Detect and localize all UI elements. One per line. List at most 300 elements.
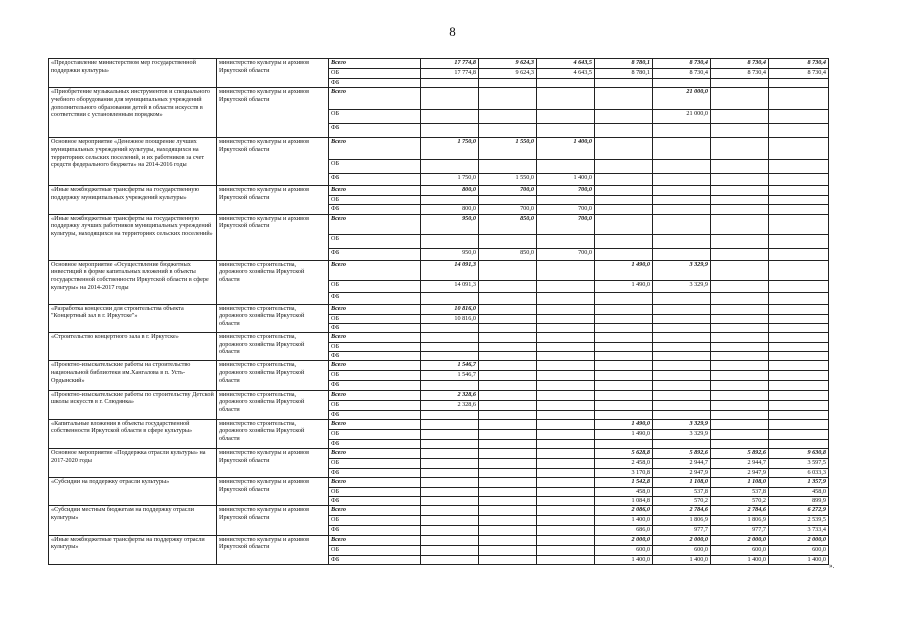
amount-cell: 8 730,4 [653, 59, 711, 69]
table-row [49, 186, 829, 196]
funding-source-cell: Всего [329, 506, 421, 516]
amount-cell: 1 108,0 [653, 478, 711, 488]
amount-cell [537, 280, 595, 292]
amount-cell [537, 323, 595, 332]
amount-cell: 686,0 [595, 526, 653, 535]
amount-cell [653, 371, 711, 381]
amount-cell: 977,7 [711, 526, 769, 535]
amount-cell [711, 248, 769, 260]
executor-cell: министерство строительства, дорожного хозяйства Иркутской области [217, 419, 329, 448]
amount-cell [479, 88, 537, 110]
table-row [49, 390, 829, 400]
funding-source-cell: Всего [329, 478, 421, 488]
amount-cell [537, 332, 595, 342]
amount-cell: 8 730,4 [769, 69, 829, 79]
amount-cell [769, 323, 829, 332]
amount-cell [421, 545, 479, 555]
amount-cell [653, 248, 711, 260]
funding-source-cell: ОБ [329, 371, 421, 381]
amount-cell: 9 624,3 [479, 59, 537, 69]
amount-cell [537, 88, 595, 110]
amount-cell [653, 205, 711, 214]
amount-cell [537, 488, 595, 497]
amount-cell [421, 88, 479, 110]
amount-cell: 1 400,0 [653, 555, 711, 564]
amount-cell [769, 419, 829, 429]
amount-cell: 2 458,0 [595, 458, 653, 468]
amount-cell [479, 410, 537, 419]
amount-cell [479, 419, 537, 429]
amount-cell [537, 506, 595, 516]
amount-cell [711, 439, 769, 448]
table-row [49, 478, 829, 488]
amount-cell [537, 468, 595, 477]
amount-cell [537, 439, 595, 448]
amount-cell [653, 174, 711, 186]
amount-cell [421, 419, 479, 429]
amount-cell [537, 516, 595, 526]
amount-cell: 1 546,7 [421, 361, 479, 371]
funding-source-cell: ФБ [329, 410, 421, 419]
amount-cell [769, 260, 829, 280]
executor-cell: министерство культуры и архивов Иркутской области [217, 535, 329, 564]
table-row [49, 506, 829, 516]
amount-cell [421, 488, 479, 497]
amount-cell [537, 260, 595, 280]
amount-cell: 8 730,4 [653, 69, 711, 79]
amount-cell: 2 328,6 [421, 400, 479, 410]
funding-source-cell: Всего [329, 361, 421, 371]
funding-source-cell: ОБ [329, 516, 421, 526]
amount-cell [595, 138, 653, 160]
amount-cell [479, 516, 537, 526]
amount-cell: 899,9 [769, 497, 829, 506]
amount-cell [421, 497, 479, 506]
amount-cell [769, 186, 829, 196]
amount-cell [653, 410, 711, 419]
amount-cell: 1 806,9 [653, 516, 711, 526]
amount-cell [711, 124, 769, 138]
amount-cell [653, 361, 711, 371]
amount-cell: 3 329,9 [653, 260, 711, 280]
amount-cell [537, 79, 595, 88]
closing-quote-mark: ». [829, 562, 835, 570]
amount-cell [595, 174, 653, 186]
amount-cell [769, 248, 829, 260]
amount-cell [711, 160, 769, 174]
funding-source-cell: ОБ [329, 342, 421, 351]
amount-cell: 4 643,5 [537, 69, 595, 79]
amount-cell [653, 234, 711, 248]
amount-cell: 8 730,4 [769, 59, 829, 69]
funding-source-cell: ФБ [329, 292, 421, 304]
amount-cell [479, 196, 537, 205]
amount-cell [479, 260, 537, 280]
funding-source-cell: ОБ [329, 545, 421, 555]
amount-cell [653, 124, 711, 138]
amount-cell [595, 314, 653, 323]
amount-cell [711, 332, 769, 342]
executor-cell: министерство культуры и архивов Иркутской области [217, 186, 329, 214]
amount-cell [769, 110, 829, 124]
table-row [49, 214, 829, 234]
amount-cell [421, 410, 479, 419]
amount-cell [421, 124, 479, 138]
amount-cell: 2 947,9 [653, 468, 711, 477]
table-row [49, 535, 829, 545]
amount-cell [653, 342, 711, 351]
amount-cell: 8 780,1 [595, 59, 653, 69]
amount-cell: 570,2 [653, 497, 711, 506]
amount-cell [595, 205, 653, 214]
amount-cell [479, 304, 537, 314]
funding-source-cell: ФБ [329, 497, 421, 506]
funding-source-cell: Всего [329, 214, 421, 234]
amount-cell: 10 816,0 [421, 304, 479, 314]
amount-cell: 1 490,0 [595, 280, 653, 292]
amount-cell [769, 314, 829, 323]
amount-cell [479, 506, 537, 516]
amount-cell [479, 448, 537, 458]
amount-cell [479, 110, 537, 124]
amount-cell [479, 332, 537, 342]
amount-cell: 3 329,9 [653, 429, 711, 439]
amount-cell [769, 332, 829, 342]
amount-cell [653, 196, 711, 205]
amount-cell: 3 733,4 [769, 526, 829, 535]
funding-source-cell: ОБ [329, 110, 421, 124]
funding-source-cell: ФБ [329, 555, 421, 564]
event-name-cell: «Субсидии местным бюджетам на поддержку отрасли культуры» [49, 506, 217, 535]
amount-cell [595, 79, 653, 88]
amount-cell: 800,0 [421, 186, 479, 196]
amount-cell [769, 381, 829, 390]
funding-source-cell: Всего [329, 390, 421, 400]
amount-cell [711, 342, 769, 351]
amount-cell: 2 947,9 [711, 468, 769, 477]
amount-cell [711, 79, 769, 88]
amount-cell [537, 400, 595, 410]
amount-cell [479, 280, 537, 292]
amount-cell: 600,0 [595, 545, 653, 555]
amount-cell: 9 624,3 [479, 69, 537, 79]
amount-cell: 1 750,0 [421, 174, 479, 186]
amount-cell: 10 816,0 [421, 314, 479, 323]
funding-source-cell: Всего [329, 304, 421, 314]
amount-cell [711, 260, 769, 280]
amount-cell: 1 400,0 [595, 516, 653, 526]
amount-cell [537, 381, 595, 390]
funding-source-cell: ФБ [329, 468, 421, 477]
funding-source-cell: ФБ [329, 439, 421, 448]
amount-cell: 800,0 [421, 205, 479, 214]
amount-cell: 1 400,0 [769, 555, 829, 564]
amount-cell [653, 332, 711, 342]
amount-cell [537, 352, 595, 361]
amount-cell: 850,0 [479, 214, 537, 234]
amount-cell [421, 468, 479, 477]
amount-cell [421, 160, 479, 174]
amount-cell [479, 314, 537, 323]
amount-cell: 17 774,8 [421, 59, 479, 69]
amount-cell [421, 439, 479, 448]
amount-cell [421, 292, 479, 304]
amount-cell [711, 323, 769, 332]
amount-cell [537, 429, 595, 439]
amount-cell: 570,2 [711, 497, 769, 506]
amount-cell [595, 390, 653, 400]
amount-cell [653, 352, 711, 361]
amount-cell [479, 323, 537, 332]
amount-cell [653, 292, 711, 304]
amount-cell [421, 332, 479, 342]
executor-cell: министерство культуры и архивов Иркутской области [217, 214, 329, 260]
amount-cell [653, 79, 711, 88]
amount-cell [537, 292, 595, 304]
amount-cell [479, 342, 537, 351]
amount-cell: 9 630,8 [769, 448, 829, 458]
funding-source-cell: ОБ [329, 488, 421, 497]
executor-cell: министерство строительства, дорожного хозяйства Иркутской области [217, 390, 329, 419]
amount-cell [595, 214, 653, 234]
table-row [49, 361, 829, 371]
amount-cell [537, 124, 595, 138]
amount-cell [537, 196, 595, 205]
amount-cell [537, 478, 595, 488]
amount-cell [537, 342, 595, 351]
amount-cell [769, 124, 829, 138]
amount-cell [769, 196, 829, 205]
executor-cell: министерство строительства, дорожного хозяйства Иркутской области [217, 260, 329, 304]
amount-cell [537, 448, 595, 458]
amount-cell: 1 546,7 [421, 371, 479, 381]
funding-source-cell: ОБ [329, 234, 421, 248]
amount-cell [711, 214, 769, 234]
funding-source-cell: ОБ [329, 160, 421, 174]
amount-cell [537, 304, 595, 314]
amount-cell: 1 490,0 [595, 260, 653, 280]
funding-source-cell: ФБ [329, 205, 421, 214]
amount-cell [421, 516, 479, 526]
funding-source-cell: Всего [329, 186, 421, 196]
event-name-cell: «Капитальные вложения в объекты государственной собственности Иркутской области в сфере культуры» [49, 419, 217, 448]
executor-cell: министерство культуры и архивов Иркутской области [217, 138, 329, 186]
amount-cell: 1 357,9 [769, 478, 829, 488]
amount-cell [421, 234, 479, 248]
amount-cell [421, 429, 479, 439]
amount-cell [421, 478, 479, 488]
amount-cell [653, 214, 711, 234]
amount-cell [537, 371, 595, 381]
funding-source-cell: ОБ [329, 458, 421, 468]
amount-cell [711, 410, 769, 419]
amount-cell [769, 304, 829, 314]
amount-cell [595, 88, 653, 110]
amount-cell [479, 371, 537, 381]
amount-cell: 700,0 [537, 214, 595, 234]
amount-cell [537, 526, 595, 535]
event-name-cell: «Иные межбюджетные трансферты на государственную поддержку лучших работников муниципальных учреждений культуры, находящихся на территориях сельских поселений» [49, 214, 217, 260]
amount-cell: 1 490,0 [595, 419, 653, 429]
amount-cell [479, 160, 537, 174]
event-name-cell: «Иные межбюджетные трансферты на государственную поддержку муниципальных учреждений культуры» [49, 186, 217, 214]
amount-cell [479, 400, 537, 410]
amount-cell: 1 806,9 [711, 516, 769, 526]
amount-cell: 5 628,8 [595, 448, 653, 458]
amount-cell: 1 750,0 [421, 138, 479, 160]
amount-cell [421, 79, 479, 88]
amount-cell [421, 381, 479, 390]
amount-cell: 1 400,0 [537, 138, 595, 160]
amount-cell: 600,0 [653, 545, 711, 555]
amount-cell: 2 000,0 [653, 535, 711, 545]
amount-cell [769, 280, 829, 292]
amount-cell: 2 784,6 [711, 506, 769, 516]
funding-source-cell: ФБ [329, 174, 421, 186]
amount-cell [479, 478, 537, 488]
amount-cell: 2 944,7 [711, 458, 769, 468]
amount-cell [479, 458, 537, 468]
event-name-cell: «Иные межбюджетные трансферты на поддержку отрасли культуры» [49, 535, 217, 564]
event-name-cell: Основное мероприятие «Осуществление бюджетных инвестиций в форме капитальных вложений в объекты государственной собственности Иркутской области в сфере культуры» на 2014-2017 годы [49, 260, 217, 304]
amount-cell: 600,0 [769, 545, 829, 555]
amount-cell [711, 361, 769, 371]
amount-cell [537, 497, 595, 506]
table-row [49, 260, 829, 280]
executor-cell: министерство культуры и архивов Иркутской области [217, 59, 329, 88]
amount-cell [769, 361, 829, 371]
amount-cell [595, 400, 653, 410]
funding-source-cell: Всего [329, 535, 421, 545]
funding-source-cell: ФБ [329, 248, 421, 260]
amount-cell [479, 234, 537, 248]
amount-cell: 2 328,6 [421, 390, 479, 400]
amount-cell [537, 419, 595, 429]
amount-cell [595, 186, 653, 196]
amount-cell [421, 448, 479, 458]
funding-source-cell: ОБ [329, 280, 421, 292]
amount-cell [711, 174, 769, 186]
amount-cell [595, 323, 653, 332]
amount-cell [653, 186, 711, 196]
amount-cell: 8 780,1 [595, 69, 653, 79]
amount-cell: 1 400,0 [537, 174, 595, 186]
amount-cell: 4 643,5 [537, 59, 595, 69]
amount-cell [711, 88, 769, 110]
executor-cell: министерство культуры и архивов Иркутской области [217, 448, 329, 477]
amount-cell [537, 458, 595, 468]
amount-cell [595, 361, 653, 371]
executor-cell: министерство строительства, дорожного хозяйства Иркутской области [217, 332, 329, 360]
amount-cell: 17 774,8 [421, 69, 479, 79]
amount-cell [711, 110, 769, 124]
amount-cell [421, 352, 479, 361]
amount-cell [537, 390, 595, 400]
funding-source-cell: Всего [329, 260, 421, 280]
amount-cell [479, 497, 537, 506]
amount-cell [421, 110, 479, 124]
amount-cell [479, 535, 537, 545]
amount-cell [479, 381, 537, 390]
funding-source-cell: ФБ [329, 79, 421, 88]
funding-source-cell: ФБ [329, 381, 421, 390]
amount-cell: 2 784,6 [653, 506, 711, 516]
table-row [49, 448, 829, 458]
amount-cell: 6 272,9 [769, 506, 829, 516]
funding-source-cell: ОБ [329, 314, 421, 323]
amount-cell [537, 314, 595, 323]
amount-cell: 14 091,3 [421, 280, 479, 292]
amount-cell [711, 138, 769, 160]
amount-cell [537, 361, 595, 371]
amount-cell [711, 280, 769, 292]
amount-cell [595, 110, 653, 124]
amount-cell [479, 79, 537, 88]
amount-cell [595, 342, 653, 351]
amount-cell [653, 304, 711, 314]
amount-cell [711, 304, 769, 314]
amount-cell [421, 506, 479, 516]
amount-cell: 3 170,8 [595, 468, 653, 477]
amount-cell: 1 550,0 [479, 138, 537, 160]
amount-cell [595, 304, 653, 314]
funding-source-cell: Всего [329, 419, 421, 429]
amount-cell: 1 400,0 [595, 555, 653, 564]
amount-cell [595, 410, 653, 419]
amount-cell [769, 88, 829, 110]
amount-cell [595, 439, 653, 448]
funding-source-cell: ФБ [329, 323, 421, 332]
amount-cell [711, 381, 769, 390]
amount-cell [711, 292, 769, 304]
amount-cell [479, 545, 537, 555]
amount-cell [479, 468, 537, 477]
amount-cell [595, 160, 653, 174]
amount-cell: 6 033,3 [769, 468, 829, 477]
amount-cell [537, 555, 595, 564]
amount-cell: 458,0 [595, 488, 653, 497]
amount-cell [479, 439, 537, 448]
amount-cell [769, 371, 829, 381]
amount-cell [595, 332, 653, 342]
amount-cell: 1 084,8 [595, 497, 653, 506]
funding-source-cell: Всего [329, 332, 421, 342]
amount-cell [537, 535, 595, 545]
amount-cell [653, 138, 711, 160]
table-body [49, 59, 829, 565]
amount-cell [537, 160, 595, 174]
funding-source-cell: ОБ [329, 196, 421, 205]
event-name-cell: «Приобретение музыкальных инструментов и специального учебного оборудования для муниципальных учреждений дополнительного образования детей в области искусств в соответствии с установленным порядком» [49, 88, 217, 138]
amount-cell [711, 186, 769, 196]
amount-cell: 950,0 [421, 214, 479, 234]
table-row [49, 138, 829, 160]
funding-source-cell: Всего [329, 138, 421, 160]
amount-cell [537, 545, 595, 555]
amount-cell: 2 539,5 [769, 516, 829, 526]
amount-cell [595, 381, 653, 390]
amount-cell [653, 400, 711, 410]
amount-cell [653, 314, 711, 323]
amount-cell: 21 000,0 [653, 110, 711, 124]
amount-cell: 5 892,6 [711, 448, 769, 458]
amount-cell [653, 323, 711, 332]
amount-cell [479, 361, 537, 371]
executor-cell: министерство культуры и архивов Иркутской области [217, 506, 329, 535]
table-row [49, 419, 829, 429]
amount-cell: 1 542,8 [595, 478, 653, 488]
amount-cell [479, 292, 537, 304]
